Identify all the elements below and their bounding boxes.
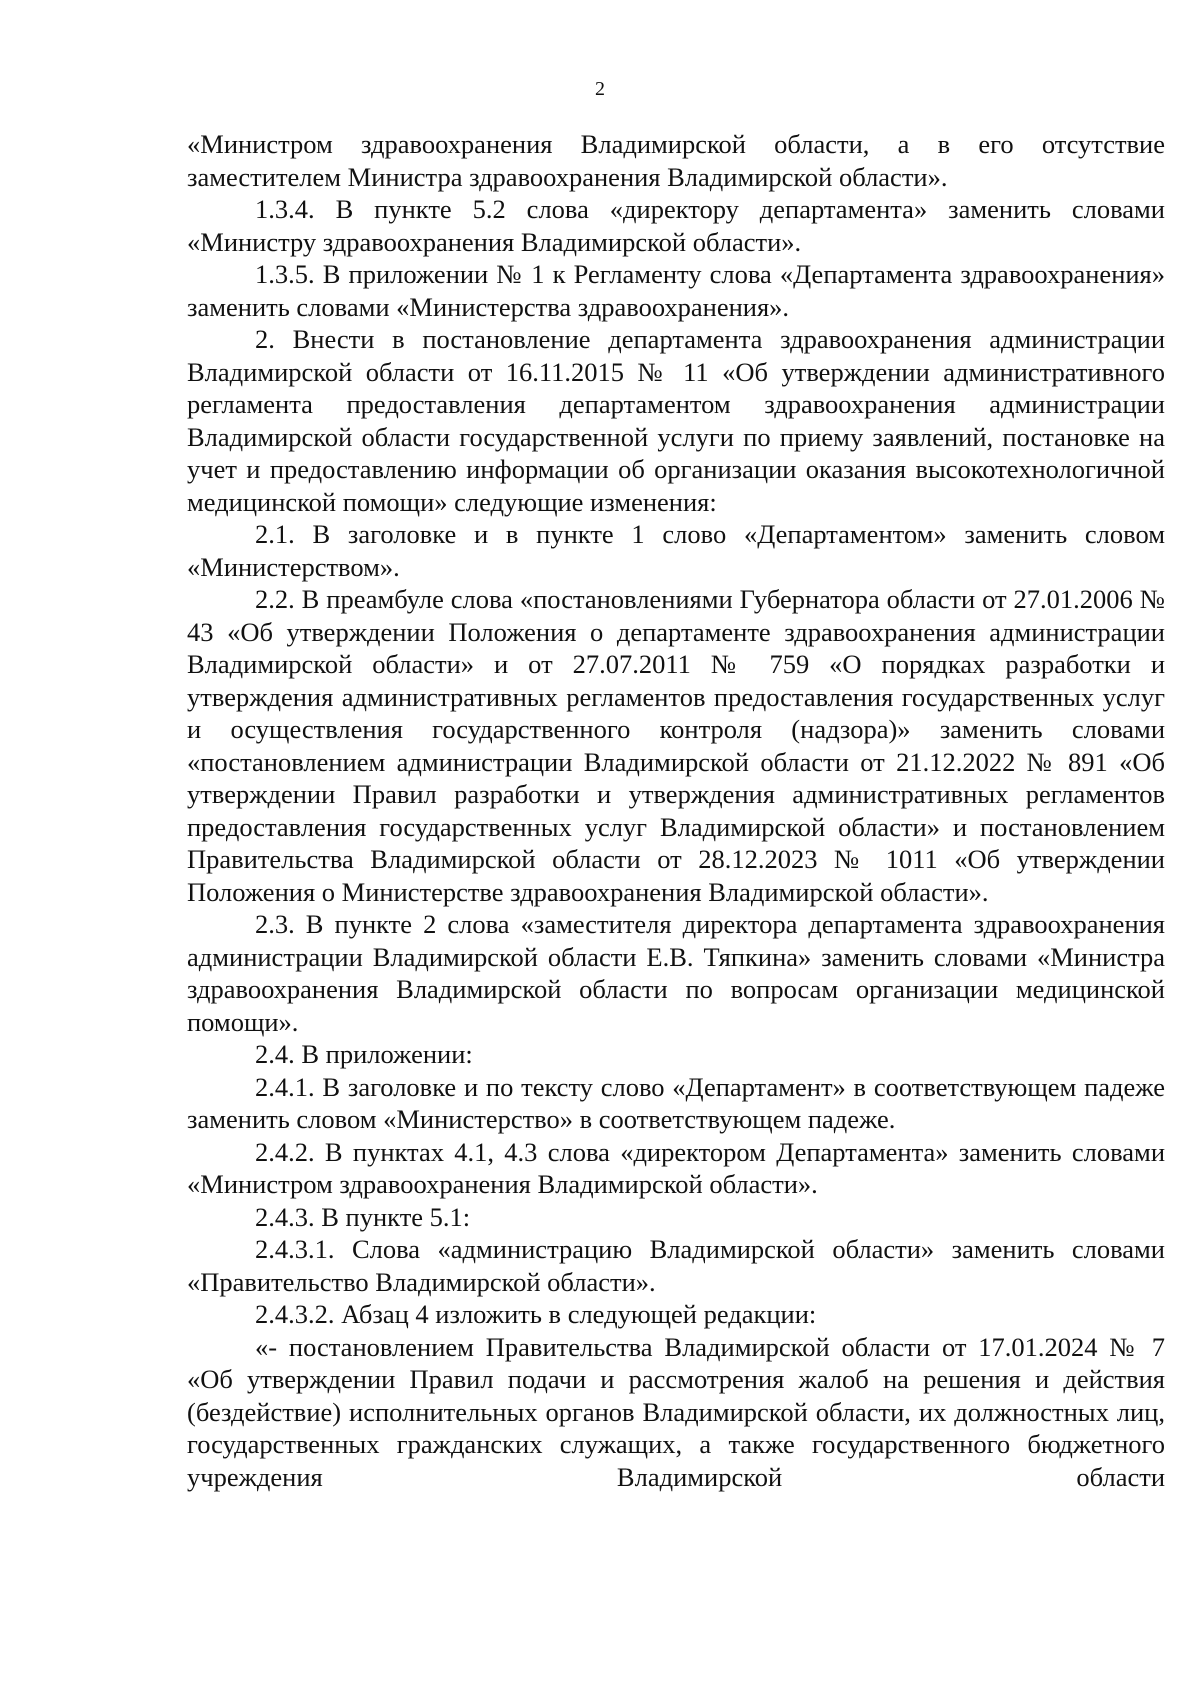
paragraph-2: 2. Внести в постановление департамента здравоохранения администрации Владимирской области от 16.11.2015 № 11 «Об утверждении административного регламента предоставления департаментом здравоохранения администрации Владимирской области государственной услуги по приему заявлений, постановке на учет и предоставлению информации об организации оказания высокотехнологичной медицинской помощи» следующие изменения:: [187, 324, 1165, 517]
paragraph-continuation: «Министром здравоохранения Владимирской области, а в его отсутствие заместителем Министра здравоохранения Владимирской области».: [187, 129, 1165, 192]
paragraph-2-1: 2.1. В заголовке и в пункте 1 слово «Департаментом» заменить словом «Министерством».: [187, 519, 1165, 582]
paragraph-2-4-3: 2.4.3. В пункте 5.1:: [255, 1201, 471, 1232]
paragraph-1-3-5: 1.3.5. В приложении № 1 к Регламенту слова «Департамента здравоохранения» заменить словами «Министерства здравоохранения».: [187, 259, 1165, 322]
page-number: 2: [595, 78, 605, 100]
paragraph-quoted-abzac: «- постановлением Правительства Владимирской области от 17.01.2024 № 7 «Об утверждении Правил подачи и рассмотрения жалоб на решения и действия (бездействие) исполнительных органов Владимирской области, их должностных лиц, государственных гражданских служащих, а также государственного бюджетного учреждения Владимирской области: [187, 1331, 1165, 1492]
paragraph-2-2: 2.2. В преамбуле слова «постановлениями Губернатора области от 27.01.2006 № 43 «Об утверждении Положения о департаменте здравоохранения администрации Владимирской области» и от 27.07.2011 № 759 «О порядках разработки и утверждения административных регламентов предоставления государственных услуг и осуществления государственного контроля (надзора)» заменить словами «постановлением администрации Владимирской области от 21.12.2022 № 891 «Об утверждении Правил разработки и утверждения административных регламентов предоставления государственных услуг Владимирской области» и постановлением Правительства Владимирской области от 28.12.2023 № 1011 «Об утверждении Положения о Министерстве здравоохранения Владимирской области».: [187, 584, 1165, 907]
paragraph-1-3-4: 1.3.4. В пункте 5.2 слова «директору департамента» заменить словами «Министру здравоохранения Владимирской области».: [187, 194, 1165, 257]
paragraph-2-4-1: 2.4.1. В заголовке и по тексту слово «Департамент» в соответствующем падеже заменить словом «Министерство» в соответствующем падеже.: [187, 1071, 1165, 1134]
paragraph-2-4-2: 2.4.2. В пунктах 4.1, 4.3 слова «директором Департамента» заменить словами «Министром здравоохранения Владимирской области».: [187, 1136, 1165, 1199]
paragraph-2-4-3-2: 2.4.3.2. Абзац 4 изложить в следующей редакции:: [255, 1299, 817, 1329]
paragraph-2-3: 2.3. В пункте 2 слова «заместителя директора департамента здравоохранения администрации Владимирской области Е.В. Тяпкина» заменить словами «Министра здравоохранения Владимирской области по вопросам организации медицинской помощи».: [187, 909, 1165, 1037]
document-body: [187, 128, 1165, 1493]
paragraph-2-4: 2.4. В приложении:: [255, 1039, 473, 1069]
paragraph-2-4-3-1: 2.4.3.1. Слова «администрацию Владимирской области» заменить словами «Правительство Владимирской области».: [187, 1234, 1165, 1297]
